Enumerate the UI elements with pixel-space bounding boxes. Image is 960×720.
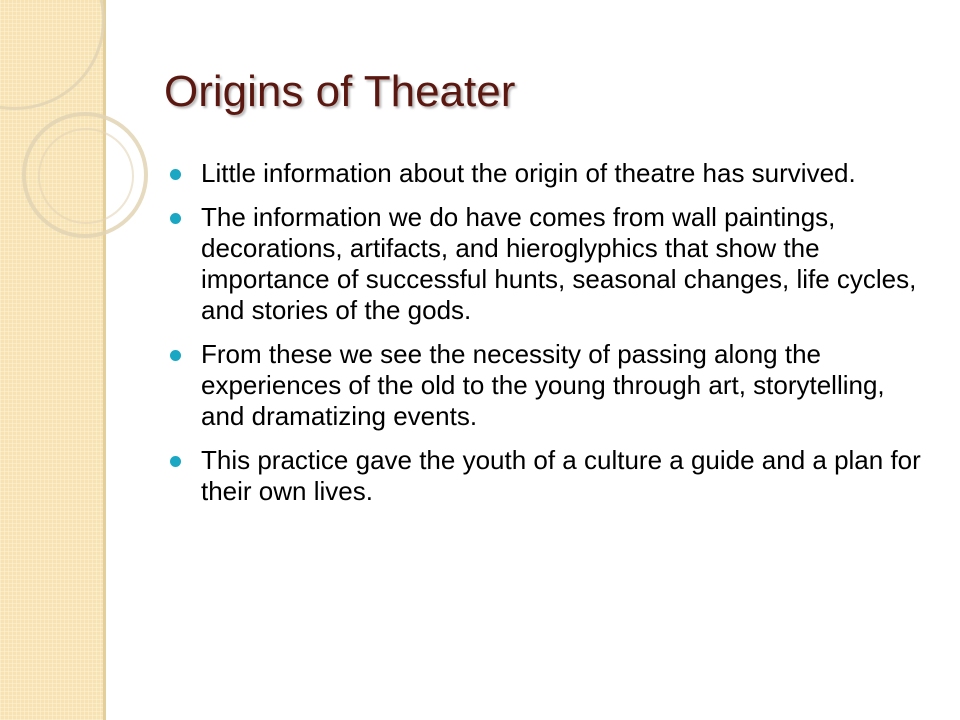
bullet-text: From these we see the necessity of passing along the experiences of the old to the young through art, storytelling, and dramatizing events. [201,339,885,431]
bullet-item [170,445,924,507]
bullet-text: The information we do have comes from wall paintings, decorations, artifacts, and hieroglyphics that show the importance of successful hunts, seasonal changes, life cycles, and stories of the gods. [201,202,917,325]
bullet-text: Little information about the origin of theatre has survived. [201,158,856,188]
bullet-dot-icon [170,169,181,180]
bullet-item [170,339,924,432]
decorative-circle [38,128,134,224]
slide-title: Origins of Theater [164,67,516,116]
bullet-dot-icon [170,213,181,224]
bullet-item [170,158,924,189]
bullet-list [170,158,924,520]
bullet-item [170,202,924,326]
bullet-dot-icon [170,456,181,467]
bullet-text: This practice gave the youth of a culture a guide and a plan for their own lives. [201,445,921,506]
bullet-dot-icon [170,350,181,361]
